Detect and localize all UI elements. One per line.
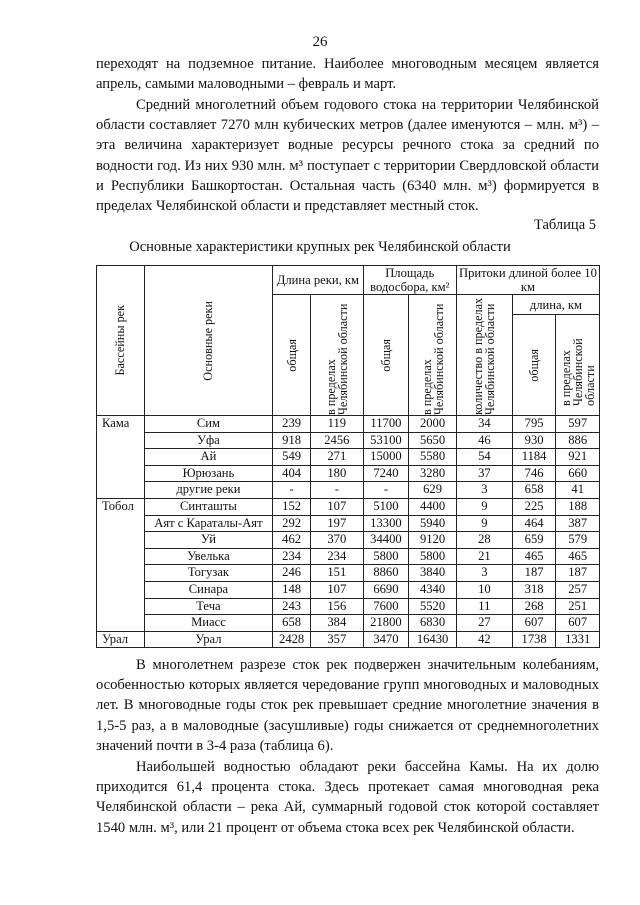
value-cell: 107 <box>311 498 364 515</box>
value-cell: 13300 <box>363 515 409 532</box>
value-cell: 3280 <box>409 465 457 482</box>
value-cell: 21800 <box>363 615 409 632</box>
value-cell: 21 <box>456 548 512 565</box>
table-row <box>97 598 600 615</box>
value-cell: 187 <box>512 565 556 582</box>
value-cell: 5650 <box>409 432 457 449</box>
basin-cell <box>97 615 145 632</box>
value-cell: 3470 <box>363 631 409 648</box>
header-trib-length-region: в пределах Челябинской области <box>556 315 600 416</box>
paragraph-bottom-1: В многолетнем разрезе сток рек подвержен значительным колебаниям, особенностью которых является чередование групп многоводных и маловодных лет. В многоводные годы сток рек превышает средние многолетние значения в 1,5-5 раз, а в маловодные (засушливые) годы снижается от среднемноголетних значений почти в 3-4 раза (таблица 6). <box>96 657 599 754</box>
basin-cell: Урал <box>97 631 145 648</box>
value-cell: 46 <box>456 432 512 449</box>
value-cell: 5100 <box>363 498 409 515</box>
basin-cell <box>97 515 145 532</box>
value-cell: 42 <box>456 631 512 648</box>
value-cell: 660 <box>556 465 600 482</box>
river-name-cell: Юрюзань <box>144 465 273 482</box>
value-cell: 271 <box>311 449 364 466</box>
basin-cell <box>97 449 145 466</box>
basin-cell: Тобол <box>97 498 145 515</box>
value-cell: 234 <box>311 548 364 565</box>
value-cell: 197 <box>311 515 364 532</box>
basin-cell <box>97 581 145 598</box>
value-cell: 464 <box>512 515 556 532</box>
value-cell: 404 <box>273 465 311 482</box>
value-cell: 9120 <box>409 532 457 549</box>
basin-cell <box>97 432 145 449</box>
value-cell: 188 <box>556 498 600 515</box>
value-cell: 187 <box>556 565 600 582</box>
value-cell: 1331 <box>556 631 600 648</box>
basin-cell <box>97 482 145 499</box>
header-area: Площадь водосбора, км² <box>363 266 456 295</box>
value-cell: 658 <box>512 482 556 499</box>
value-cell: 246 <box>273 565 311 582</box>
basin-cell <box>97 598 145 615</box>
value-cell: 4340 <box>409 581 457 598</box>
table-row <box>97 432 600 449</box>
value-cell: 2428 <box>273 631 311 648</box>
paragraph-top-2: Средний многолетний объем годового стока на территории Челябинской области составляет 7270 млн кубических метров (далее именуются – млн. м³) – эта величина характеризует водные ресурсы речного стока за средний по водности год. Из них 930 млн. м³ поступает с территории Свердловской области и Республики Башкортостан. Остальная часть (6340 млн. м³) формируется в пределах Челябинской области и представляет местный сток. <box>96 97 599 215</box>
value-cell: 34 <box>456 416 512 433</box>
header-basin: Бассейны рек <box>97 266 145 416</box>
value-cell: - <box>273 482 311 499</box>
river-name-cell: Синташты <box>144 498 273 515</box>
value-cell: 918 <box>273 432 311 449</box>
basin-cell <box>97 532 145 549</box>
header-river: Основные реки <box>144 266 273 416</box>
value-cell: 597 <box>556 416 600 433</box>
header-area-total: общая <box>363 295 409 416</box>
table-row <box>97 416 600 433</box>
value-cell: 465 <box>556 548 600 565</box>
header-length-total: общая <box>273 295 311 416</box>
value-cell: 5800 <box>409 548 457 565</box>
value-cell: 579 <box>556 532 600 549</box>
value-cell: 8860 <box>363 565 409 582</box>
river-name-cell: Ай <box>144 449 273 466</box>
paragraph-top-1: переходят на подземное питание. Наиболее многоводным месяцем является апрель, самыми маловодными – февраль и март. <box>96 56 599 93</box>
value-cell: 243 <box>273 598 311 615</box>
value-cell: - <box>311 482 364 499</box>
value-cell: 11 <box>456 598 512 615</box>
value-cell: 886 <box>556 432 600 449</box>
value-cell: 292 <box>273 515 311 532</box>
table-row <box>97 581 600 598</box>
value-cell: 7240 <box>363 465 409 482</box>
value-cell: 357 <box>311 631 364 648</box>
value-cell: 119 <box>311 416 364 433</box>
river-name-cell: Уфа <box>144 432 273 449</box>
value-cell: 27 <box>456 615 512 632</box>
header-tributaries: Притоки длиной более 10 км <box>456 266 599 295</box>
header-area-region: в пределах Челябинской области <box>409 295 457 416</box>
value-cell: 28 <box>456 532 512 549</box>
value-cell: 2000 <box>409 416 457 433</box>
value-cell: 1738 <box>512 631 556 648</box>
value-cell: 53100 <box>363 432 409 449</box>
value-cell: 225 <box>512 498 556 515</box>
value-cell: 107 <box>311 581 364 598</box>
value-cell: 10 <box>456 581 512 598</box>
table-row <box>97 498 600 515</box>
value-cell: 659 <box>512 532 556 549</box>
basin-cell <box>97 548 145 565</box>
value-cell: 6690 <box>363 581 409 598</box>
river-name-cell: Аят с Караталы-Аят <box>144 515 273 532</box>
value-cell: 3 <box>456 565 512 582</box>
value-cell: 462 <box>273 532 311 549</box>
value-cell: 34400 <box>363 532 409 549</box>
value-cell: 795 <box>512 416 556 433</box>
value-cell: 180 <box>311 465 364 482</box>
river-name-cell: Миасс <box>144 615 273 632</box>
table-row <box>97 532 600 549</box>
rivers-table <box>96 265 600 648</box>
value-cell: 384 <box>311 615 364 632</box>
value-cell: 387 <box>556 515 600 532</box>
river-name-cell: Тогузак <box>144 565 273 582</box>
value-cell: 3 <box>456 482 512 499</box>
header-trib-count: количество в пределах Челябинской области <box>456 295 512 416</box>
table-row <box>97 631 600 648</box>
value-cell: 268 <box>512 598 556 615</box>
value-cell: 658 <box>273 615 311 632</box>
paragraph-bottom-2: Наибольшей водностью обладают реки бассейна Камы. На их долю приходится 61,4 процента стока. Здесь протекает самая многоводная река Челябинской области – река Ай, суммарный годовой сток которой составляет 1540 млн. м³, или 21 процент от объема стока всех рек Челябинской области. <box>96 759 599 836</box>
value-cell: 257 <box>556 581 600 598</box>
value-cell: 930 <box>512 432 556 449</box>
river-name-cell: Урал <box>144 631 273 648</box>
value-cell: 1184 <box>512 449 556 466</box>
basin-cell: Кама <box>97 416 145 433</box>
table-label: Таблица 5 <box>533 217 596 233</box>
header-trib-length: длина, км <box>512 295 599 315</box>
basin-cell <box>97 565 145 582</box>
table-row <box>97 515 600 532</box>
header-length: Длина реки, км <box>273 266 363 295</box>
header-trib-length-total: общая <box>512 315 556 416</box>
value-cell: 5940 <box>409 515 457 532</box>
header-length-region: в пределах Челябинской области <box>311 295 364 416</box>
value-cell: 148 <box>273 581 311 598</box>
table-row <box>97 482 600 499</box>
value-cell: 2456 <box>311 432 364 449</box>
river-name-cell: Сим <box>144 416 273 433</box>
value-cell: 234 <box>273 548 311 565</box>
value-cell: 37 <box>456 465 512 482</box>
value-cell: 607 <box>556 615 600 632</box>
river-name-cell: Уй <box>144 532 273 549</box>
value-cell: 41 <box>556 482 600 499</box>
river-name-cell: другие реки <box>144 482 273 499</box>
river-name-cell: Синара <box>144 581 273 598</box>
value-cell: 151 <box>311 565 364 582</box>
value-cell: 15000 <box>363 449 409 466</box>
value-cell: 318 <box>512 581 556 598</box>
value-cell: 549 <box>273 449 311 466</box>
table-row <box>97 565 600 582</box>
value-cell: 16430 <box>409 631 457 648</box>
river-name-cell: Увелька <box>144 548 273 565</box>
value-cell: 921 <box>556 449 600 466</box>
value-cell: 607 <box>512 615 556 632</box>
value-cell: 4400 <box>409 498 457 515</box>
table-row <box>97 615 600 632</box>
page-number: 26 <box>312 34 328 50</box>
table-body <box>97 416 600 648</box>
value-cell: 251 <box>556 598 600 615</box>
value-cell: 370 <box>311 532 364 549</box>
table-caption: Основные характеристики крупных рек Челябинской области <box>129 239 511 255</box>
value-cell: - <box>363 482 409 499</box>
value-cell: 746 <box>512 465 556 482</box>
table-row <box>97 449 600 466</box>
table-row <box>97 548 600 565</box>
value-cell: 5520 <box>409 598 457 615</box>
value-cell: 5580 <box>409 449 457 466</box>
river-name-cell: Теча <box>144 598 273 615</box>
basin-cell <box>97 465 145 482</box>
value-cell: 152 <box>273 498 311 515</box>
value-cell: 5800 <box>363 548 409 565</box>
value-cell: 11700 <box>363 416 409 433</box>
value-cell: 3840 <box>409 565 457 582</box>
value-cell: 6830 <box>409 615 457 632</box>
value-cell: 465 <box>512 548 556 565</box>
value-cell: 9 <box>456 515 512 532</box>
value-cell: 7600 <box>363 598 409 615</box>
value-cell: 54 <box>456 449 512 466</box>
table-row <box>97 465 600 482</box>
value-cell: 629 <box>409 482 457 499</box>
value-cell: 156 <box>311 598 364 615</box>
value-cell: 239 <box>273 416 311 433</box>
value-cell: 9 <box>456 498 512 515</box>
